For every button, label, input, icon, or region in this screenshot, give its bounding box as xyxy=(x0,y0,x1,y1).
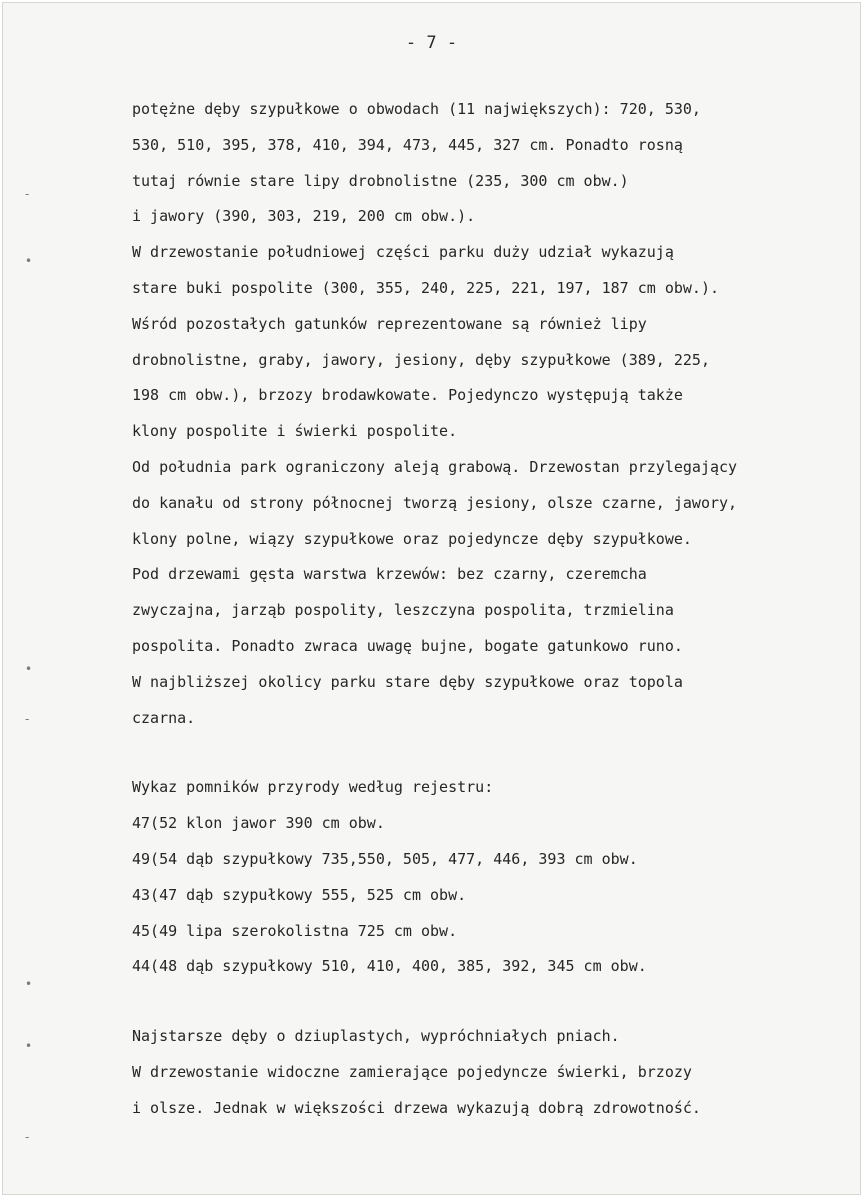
scan-mark: • xyxy=(25,977,33,991)
text-line: klony pospolite i świerki pospolite. xyxy=(132,422,458,441)
text-line: W drzewostanie widoczne zamierające pojedyncze świerki, brzozy xyxy=(132,1062,692,1081)
list-heading: Wykaz pomników przyrody według rejestru: xyxy=(132,778,494,797)
scan-mark: - xyxy=(25,712,30,726)
text-line: klony polne, wiązy szypułkowe oraz pojedyncze dęby szypułkowe. xyxy=(132,529,692,548)
document-page xyxy=(2,2,861,1195)
text-line: 530, 510, 395, 378, 410, 394, 473, 445, 327 cm. Ponadto rosną xyxy=(132,135,683,154)
text-line: i jawory (390, 303, 219, 200 cm obw.). xyxy=(132,207,476,226)
text-line: Pod drzewami gęsta warstwa krzewów: bez czarny, czeremcha xyxy=(132,565,647,584)
text-line: zwyczajna, jarząb pospolity, leszczyna pospolita, trzmielina xyxy=(132,601,674,620)
text-line: Najstarsze dęby o dziuplastych, wypróchniałych pniach. xyxy=(132,1027,620,1046)
list-item: 49(54 dąb szypułkowy 735,550, 505, 477, 446, 393 cm obw. xyxy=(132,849,638,868)
text-line: stare buki pospolite (300, 355, 240, 225, 221, 197, 187 cm obw.). xyxy=(132,278,719,297)
list-item: 47(52 klon jawor 390 cm obw. xyxy=(132,814,385,833)
scan-mark: • xyxy=(25,254,33,268)
text-line: do kanału od strony północnej tworzą jesiony, olsze czarne, jawory, xyxy=(132,493,738,512)
scan-mark: - xyxy=(25,1130,30,1144)
list-item: 44(48 dąb szypułkowy 510, 410, 400, 385, 392, 345 cm obw. xyxy=(132,957,647,976)
paragraph-1 xyxy=(132,92,832,736)
paragraph-gap xyxy=(132,985,832,1019)
text-line: czarna. xyxy=(132,708,196,727)
scan-mark: • xyxy=(25,662,33,676)
monument-list xyxy=(132,770,832,985)
text-line: potężne dęby szypułkowe o obwodach (11 największych): 720, 530, xyxy=(132,100,701,118)
scan-mark: - xyxy=(25,187,30,201)
text-line: Wśród pozostałych gatunków reprezentowane są również lipy xyxy=(132,314,647,333)
text-line: i olsze. Jednak w większości drzewa wykazują dobrą zdrowotność. xyxy=(132,1098,701,1117)
paragraph-gap xyxy=(132,736,832,770)
list-item: 45(49 lipa szerokolistna 725 cm obw. xyxy=(132,921,458,940)
page-number: - 7 - xyxy=(405,33,458,53)
text-line: W najbliższej okolicy parku stare dęby szypułkowe oraz topola xyxy=(132,672,683,691)
text-line: drobnolistne, graby, jawory, jesiony, dęby szypułkowe (389, 225, xyxy=(132,350,710,369)
paragraph-2 xyxy=(132,1019,832,1126)
text-line: 198 cm obw.), brzozy brodawkowate. Pojedynczo występują także xyxy=(132,386,683,405)
scan-mark: • xyxy=(25,1039,33,1053)
text-line: W drzewostanie południowej części parku duży udział wykazują xyxy=(132,243,674,262)
text-line: Od południa park ograniczony aleją grabową. Drzewostan przylegający xyxy=(132,457,738,476)
text-line: pospolita. Ponadto zwraca uwagę bujne, bogate gatunkowo runo. xyxy=(132,636,683,655)
list-item: 43(47 dąb szypułkowy 555, 525 cm obw. xyxy=(132,885,467,904)
text-line: tutaj równie stare lipy drobnolistne (235, 300 cm obw.) xyxy=(132,171,629,190)
document-body xyxy=(132,92,832,1127)
